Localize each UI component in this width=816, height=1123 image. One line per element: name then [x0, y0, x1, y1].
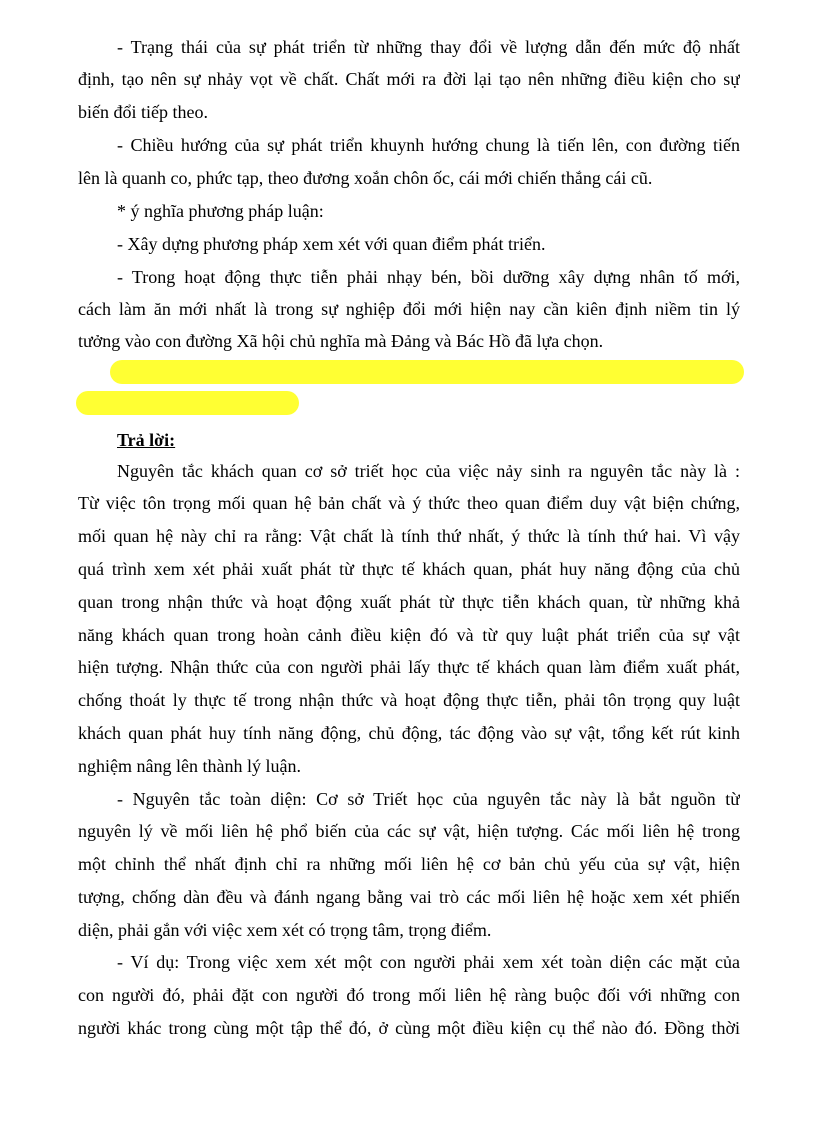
highlight-block	[110, 360, 744, 384]
paragraph-line: nghiệm nâng lên thành lý luận.	[78, 756, 301, 776]
paragraph-line: - Nguyên tắc toàn diện: Cơ sở Triết học của nguyên tắc này là bắt nguồn từ	[117, 789, 740, 809]
paragraph-line: tưởng vào con đường Xã hội chủ nghĩa mà Đảng và Bác Hồ đã lựa chọn.	[78, 331, 604, 351]
highlight-block	[76, 391, 299, 415]
paragraph-line: biến đổi tiếp theo.	[78, 102, 208, 122]
paragraph-line: - Chiều hướng của sự phát triển khuynh hướng chung là tiến lên, con đường tiến	[117, 135, 740, 155]
paragraph-line: định, tạo nên sự nhảy vọt về chất. Chất mới ra đời lại tạo nên những điều kiện cho sự	[78, 69, 740, 89]
paragraph-line: - Trạng thái của sự phát triển từ những thay đổi về lượng dẫn đến mức độ nhất	[117, 37, 740, 57]
section-subheading: * ý nghĩa phương pháp luận:	[117, 201, 324, 221]
paragraph-line: Từ việc tôn trọng mối quan hệ bản chất và ý thức theo quan điểm duy vật biện chứng,	[78, 493, 740, 513]
paragraph-line: năng khách quan trong hoàn cảnh điều kiện đó và từ quy luật phát triển của sự vật	[78, 625, 740, 645]
paragraph-line: chống thoát ly thực tế trong nhận thức và hoạt động thực tiễn, phải tôn trọng quy luật	[78, 690, 740, 710]
paragraph-line: nguyên lý về mối liên hệ phổ biến của các sự vật, hiện tượng. Các mối liên hệ trong	[78, 821, 740, 841]
paragraph-line: hiện tượng. Nhận thức của con người phải lấy thực tế khách quan làm điểm xuất phát,	[78, 657, 740, 677]
paragraph-line: một chỉnh thể nhất định chỉ ra những mối liên hệ cơ bản chủ yếu của sự vật, hiện	[78, 854, 740, 874]
paragraph-line: con người đó, phải đặt con người đó trong mối liên hệ ràng buộc đối với những con	[78, 985, 740, 1005]
paragraph-line: Nguyên tắc khách quan cơ sở triết học của việc nảy sinh ra nguyên tắc này là :	[117, 461, 740, 481]
paragraph-line: tượng, chống dàn đều và đánh ngang bằng vai trò các mối liên hệ hoặc xem xét phiến	[78, 887, 740, 907]
answer-heading: Trả lời:	[117, 430, 176, 450]
paragraph-line: quá trình xem xét phải xuất phát từ thực tế khách quan, phát huy năng động của chủ	[78, 559, 740, 579]
paragraph-line: - Xây dựng phương pháp xem xét với quan điểm phát triển.	[117, 234, 546, 254]
paragraph-line: khách quan phát huy tính năng động, chủ động, tác động vào sự vật, tổng kết rút kinh	[78, 723, 740, 743]
paragraph-line: quan trong nhận thức và hoạt động xuất phát từ thực tiễn khách quan, từ những khả	[78, 592, 740, 612]
paragraph-line: - Ví dụ: Trong việc xem xét một con người phải xem xét toàn diện các mặt của	[117, 952, 740, 972]
paragraph-line: lên là quanh co, phức tạp, theo đương xoắn chôn ốc, cái mới chiến thắng cái cũ.	[78, 168, 653, 188]
paragraph-line: người khác trong cùng một tập thể đó, ở cùng một điều kiện cụ thể nào đó. Đồng thời	[78, 1018, 740, 1038]
paragraph-line: mối quan hệ này chỉ ra rằng: Vật chất là tính thứ nhất, ý thức là tính thứ hai. Vì vậy	[78, 526, 740, 546]
paragraph-line: - Trong hoạt động thực tiễn phải nhạy bén, bồi dưỡng xây dựng nhân tố mới,	[117, 267, 740, 287]
paragraph-line: diện, phải gắn với việc xem xét có trọng tâm, trọng điểm.	[78, 920, 492, 940]
paragraph-line: cách làm ăn mới nhất là trong sự nghiệp đổi mới hiện nay cần kiên định niềm tin lý	[78, 299, 740, 319]
